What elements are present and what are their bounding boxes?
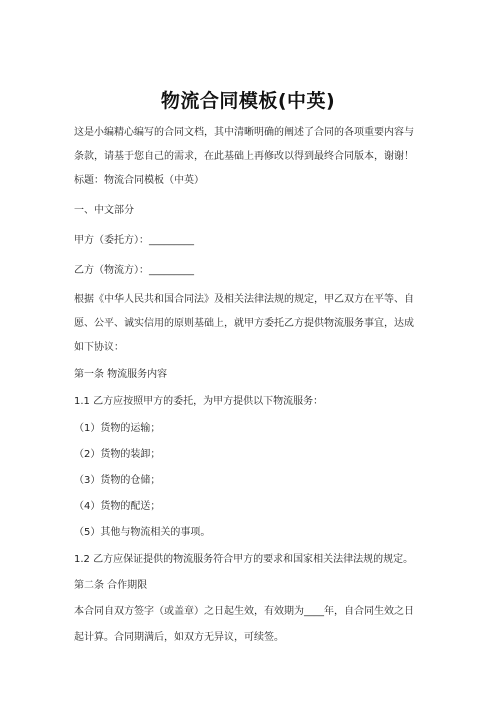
service-item-3: （3）货物的仓储； [74, 475, 161, 486]
service-item-1: （1）货物的运输； [74, 423, 161, 434]
clause-1-2: 1.2 乙方应保证提供的物流服务符合甲方的要求和国家相关法律法规的规定。 [74, 554, 414, 565]
service-item-4: （4）货物的配送； [74, 501, 161, 512]
term-line-1: 本合同自双方签字（或盖章）之日起生效，有效期为____年，自合同生效之日 [74, 606, 414, 617]
intro-line-2: 条款，请基于您自己的需求，在此基础上再修改以得到最终合同版本，谢谢！ [74, 151, 414, 162]
preamble-line-3: 如下协议： [74, 342, 124, 353]
service-item-2: （2）货物的装卸； [74, 449, 161, 460]
preamble-line-1: 根据《中华人民共和国合同法》及相关法律法规的规定，甲乙双方在平等、自 [74, 294, 414, 305]
party-b-line: 乙方（物流方）：_________ [74, 265, 194, 276]
article-2-heading: 第二条 合作期限 [74, 580, 148, 591]
subtitle-line: 标题：物流合同模板（中英） [74, 175, 204, 186]
article-1-heading: 第一条 物流服务内容 [74, 369, 168, 380]
clause-1-1: 1.1 乙方应按照甲方的委托，为甲方提供以下物流服务： [74, 396, 324, 407]
document-title: 物流合同模板(中英) [160, 90, 336, 112]
intro-line-1: 这是小编精心编写的合同文档，其中清晰明确的阐述了合同的各项重要内容与 [74, 127, 414, 138]
service-item-5: （5）其他与物流相关的事项。 [74, 527, 211, 538]
section-heading-chinese: 一、中文部分 [74, 205, 134, 216]
term-line-2: 起计算。合同期满后，如双方无异议，可续签。 [74, 632, 284, 643]
party-a-line: 甲方（委托方）：_________ [74, 235, 194, 246]
preamble-line-2: 愿、公平、诚实信用的原则基础上，就甲方委托乙方提供物流服务事宜，达成 [74, 318, 414, 329]
